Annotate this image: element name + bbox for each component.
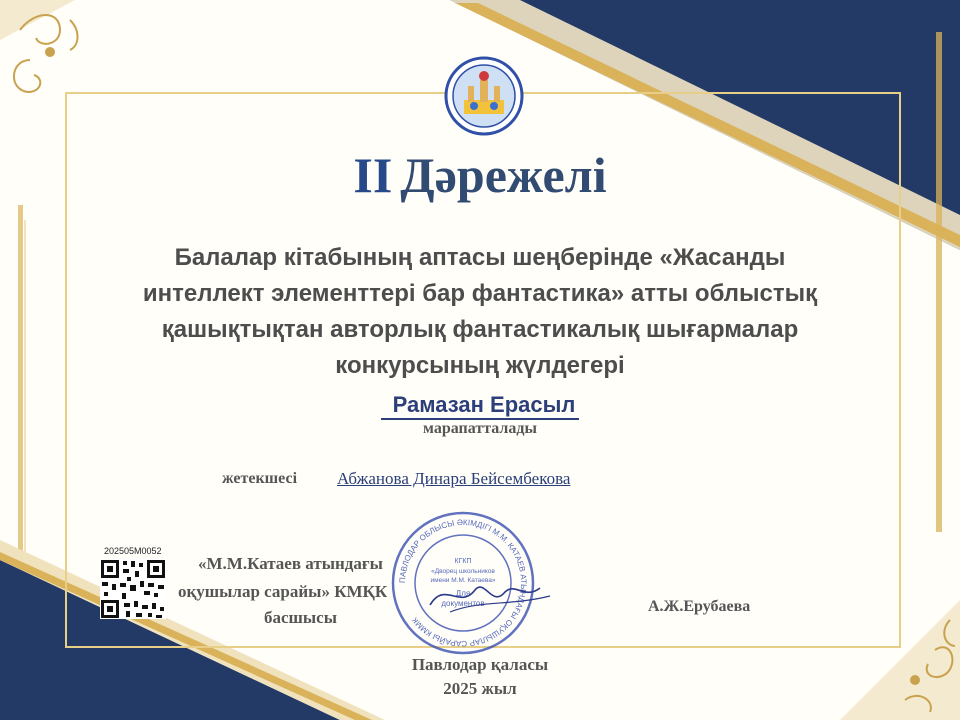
description-line: конкурсының жүлдегері: [335, 352, 625, 379]
stamp-center-line: Для: [455, 589, 471, 598]
stamp-center-line: имени М.М. Катаева»: [430, 577, 496, 584]
signer-name: А.Ж.Ерубаева: [648, 598, 751, 615]
organization-title: басшысы: [264, 608, 337, 627]
recipient-name: Рамазан Ерасыл: [381, 392, 580, 420]
top-left-flourish: [14, 15, 78, 92]
qr-code-icon: [100, 559, 166, 619]
year: 2025 жыл: [443, 679, 517, 698]
awarded-text: марапатталады: [423, 420, 537, 437]
description-line: Балалар кітабының аптасы шеңберінде «Жасанды: [174, 244, 786, 271]
city: Павлодар қаласы: [411, 655, 549, 674]
degree-title: [0, 146, 960, 204]
stamp-ring-text: ПАВЛОДАР ОБЛЫСЫ ӘКІМДІГІ М.М. КАТАЕВ АТЫНДАҒЫ ОҚУШЫЛАР САРАЙЫ КММК: [397, 517, 529, 649]
stamp-center-line: документов: [441, 599, 485, 608]
recipient: [0, 392, 960, 418]
description-line: интеллект элементтері бар фантастика» атты облыстық: [142, 280, 818, 307]
supervisor-name: Абжанова Динара Бейсембекова: [337, 469, 571, 488]
degree-word: Дәрежелі: [400, 147, 607, 203]
stamp-center-line: КГКП: [454, 558, 472, 565]
organization-line: «М.М.Катаев атындағы: [198, 554, 383, 573]
palace-emblem-icon: [444, 56, 524, 136]
stamp-center-line: «Дворец школьников: [431, 568, 495, 575]
award-description: [95, 240, 865, 384]
signature-scribble: [420, 570, 560, 620]
degree-numeral: II: [353, 147, 393, 203]
supervisor-label: жетекшесі: [222, 470, 298, 487]
organization-line: оқушылар сарайы» КМҚК: [178, 582, 388, 601]
qr-code-number: 202505M0052: [104, 546, 162, 556]
description-line: қашықтықтан авторлық фантастикалық шығармалар: [161, 316, 799, 343]
